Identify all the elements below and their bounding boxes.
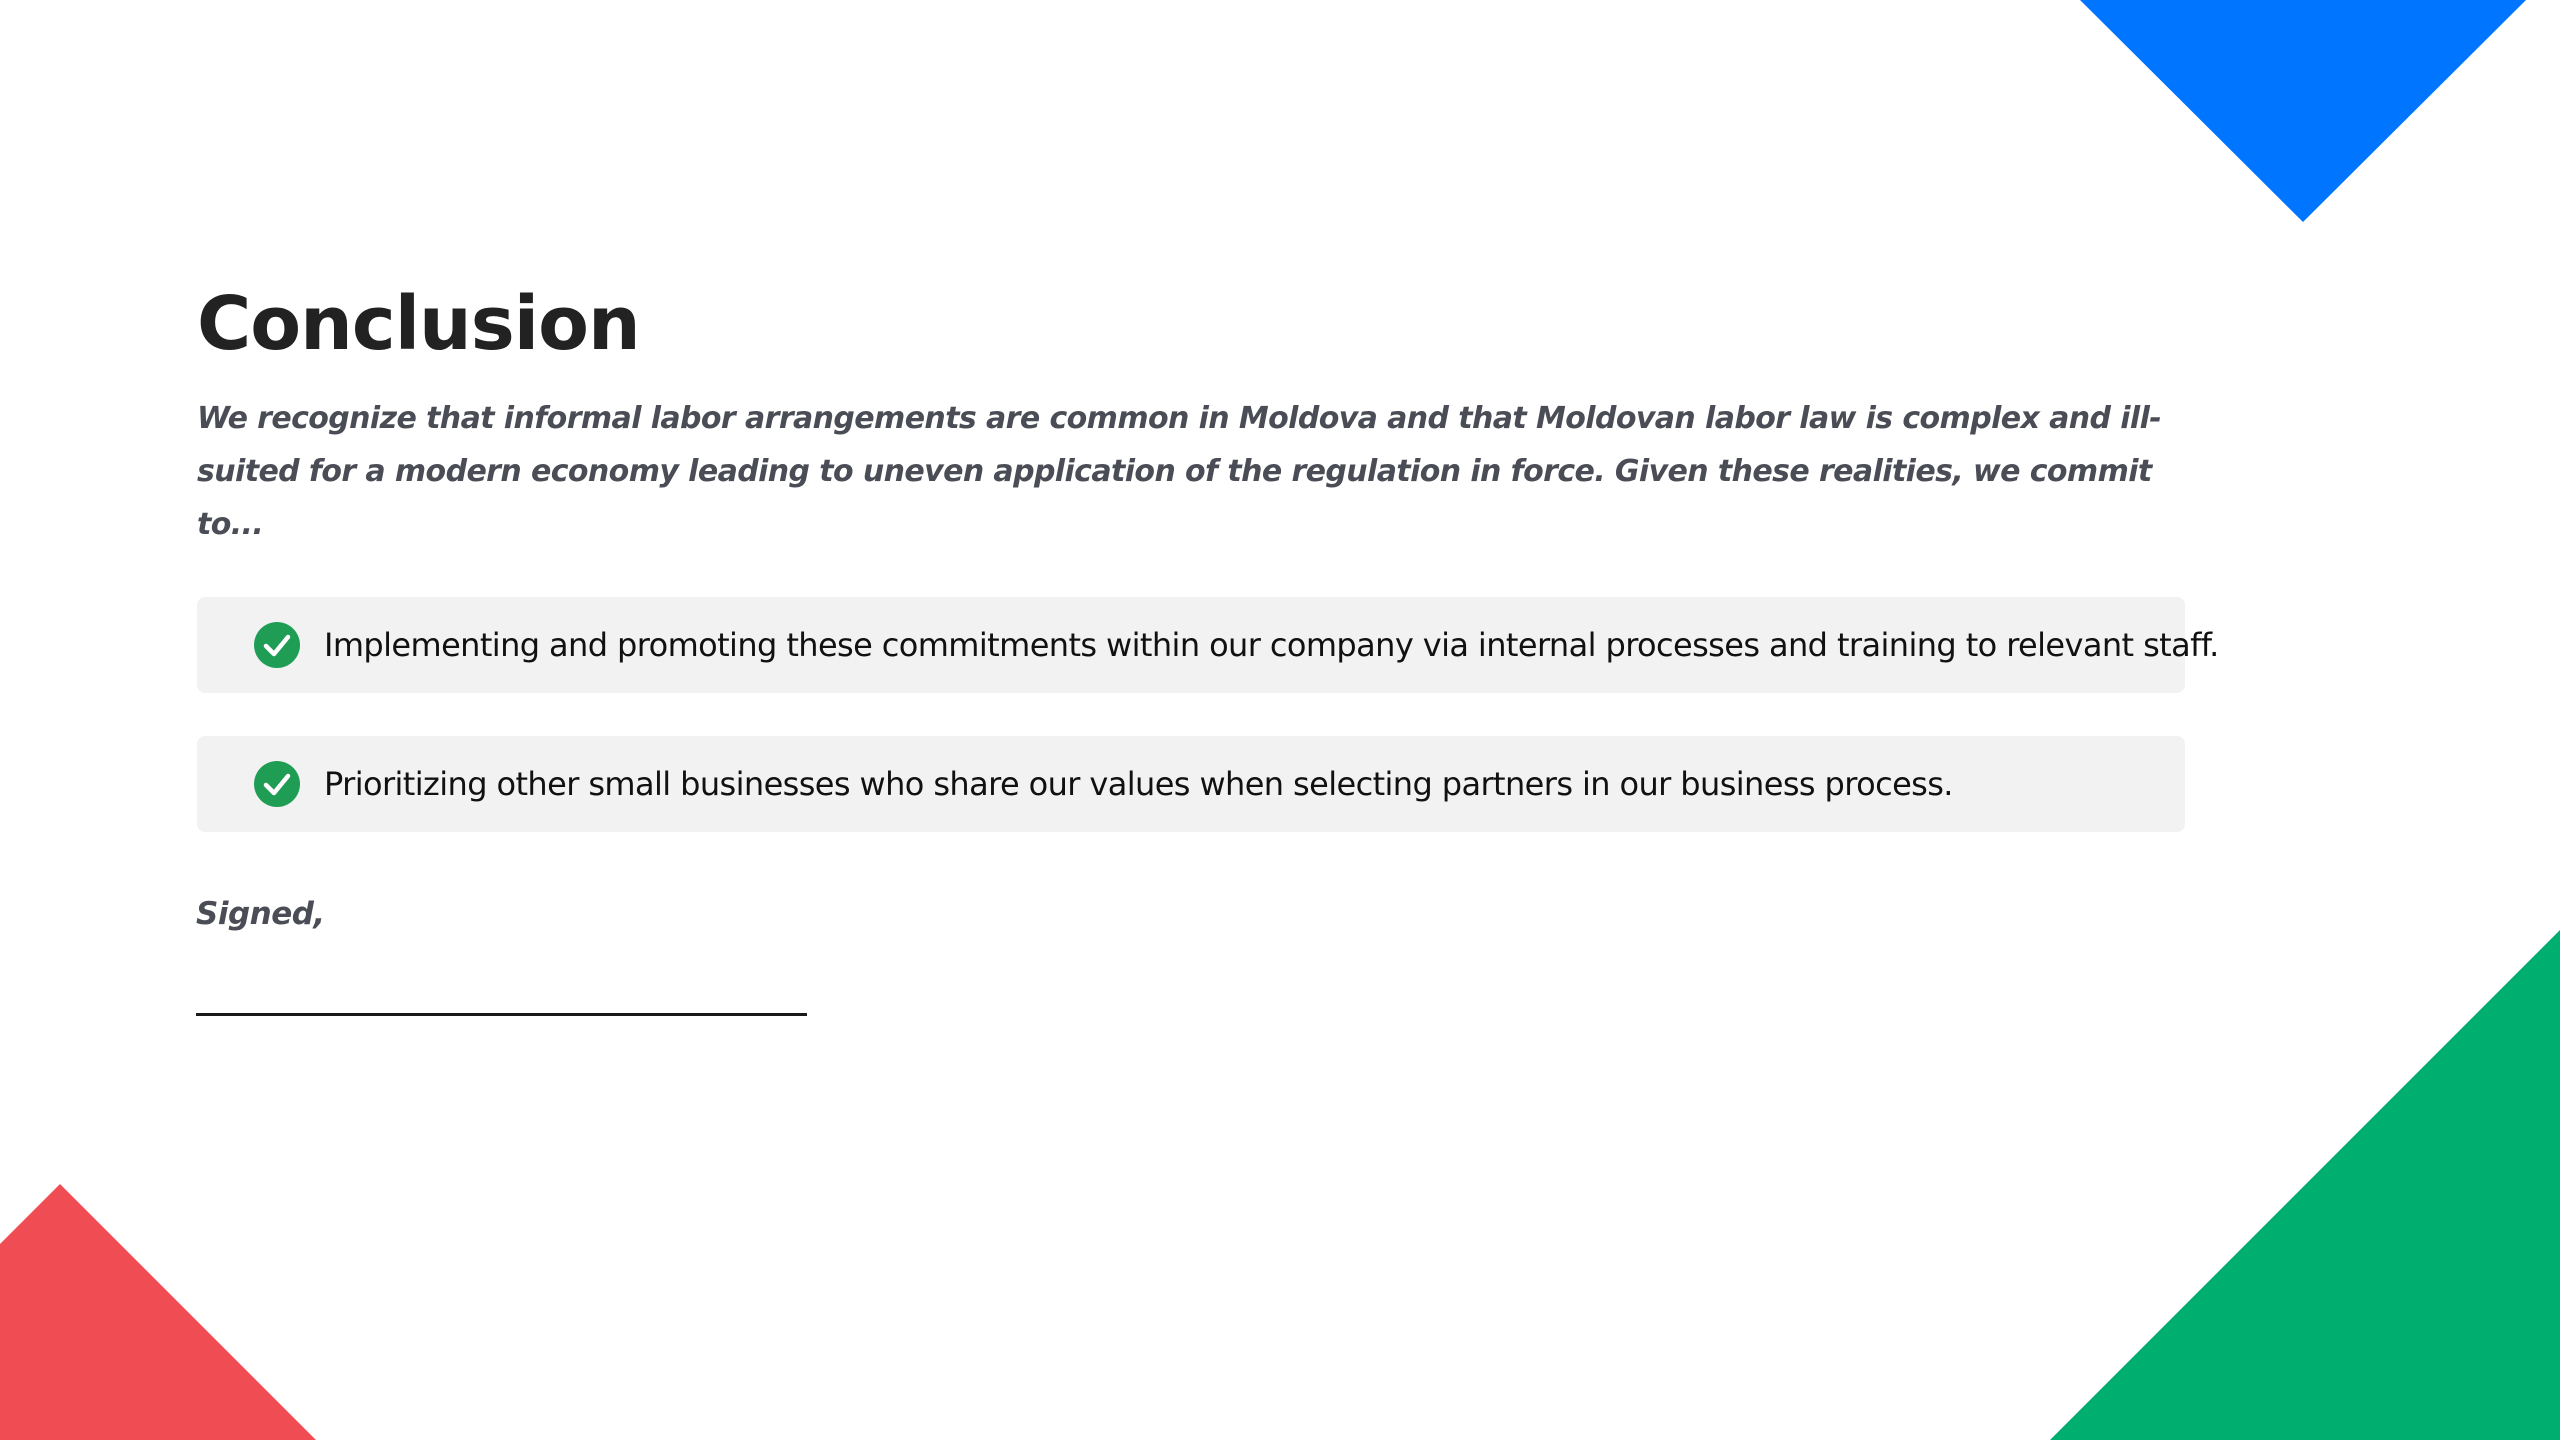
green-triangle-decoration (2048, 930, 2560, 1440)
signature-line (196, 1013, 807, 1016)
red-triangle-decoration (0, 1184, 320, 1440)
intro-paragraph: We recognize that informal labor arrangements are common in Moldova and that Moldovan labor law is complex and ill-suited for a modern economy leading to uneven application of the regulation in force. Given these realities, we commit to... (197, 401, 2162, 542)
commitment-item (197, 597, 2219, 693)
commitment-item (197, 736, 2185, 832)
commitment-text: Implementing and promoting these commitments within our company via internal processes and training to relevant staff. (324, 626, 2219, 664)
commitment-list (197, 597, 2219, 832)
page-title: Conclusion (197, 281, 640, 367)
signed-label: Signed, (196, 896, 325, 932)
commitment-text: Prioritizing other small businesses who share our values when selecting partners in our business process. (324, 765, 1953, 803)
check-circle-icon (254, 622, 300, 668)
blue-triangle-decoration (2080, 0, 2526, 222)
conclusion-section (197, 276, 2219, 875)
check-circle-icon (254, 761, 300, 807)
